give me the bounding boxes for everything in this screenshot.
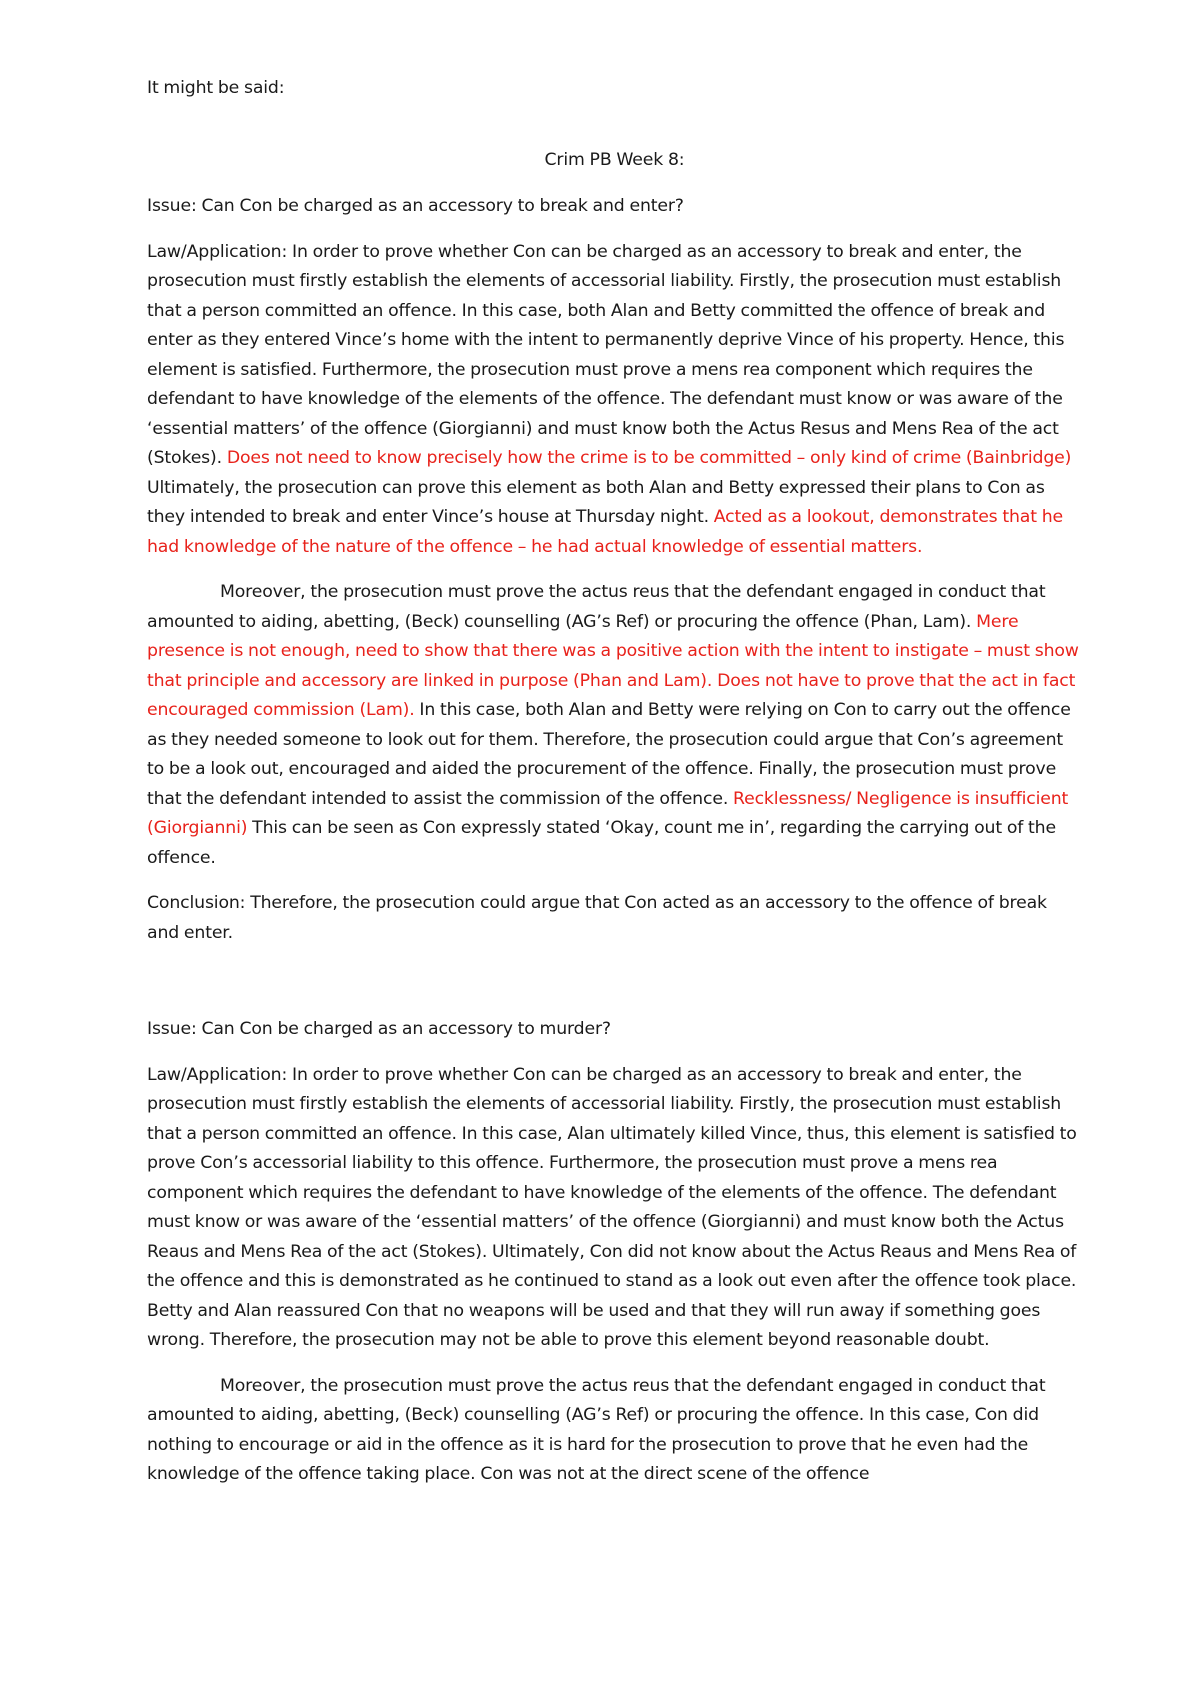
text-run: Law/Application: In order to prove whether Con can be charged as an accessory to break and enter, the prosecution must firstly establish the elements of accessorial liability. Firstly, the prosecution must establish that a person committed an offence. In this case, both Alan and Betty committed the offence of break and enter as they entered Vince’s home with the intent to permanently deprive Vince of his property. Hence, this element is satisfied. Furthermore, the prosecution must prove a mens rea component which requires the defendant to have knowledge of the elements of the offence. The defendant must know or was aware of the ‘essential matters’ of the offence (Giorgianni) and must know both the Actus Resus and Mens Rea of the act (Stokes).	[147, 241, 1065, 468]
section2-law-paragraph-2: Moreover, the prosecution must prove the actus reus that the defendant engaged in conduct that amounted to aiding, abetting, (Beck) counselling (AG’s Ref) or procuring the offence. In this case, Con did nothing to encourage or aid in the offence as it is hard for the prosecution to prove that he even had the knowledge of the offence taking place. Con was not at the direct scene of the offence	[147, 1375, 1046, 1484]
section1-conclusion: Conclusion: Therefore, the prosecution could argue that Con acted as an accessory to the offence of break and enter.	[147, 893, 1047, 943]
text-run: Ultimately, the prosecution can prove this element as both Alan and Betty expressed their plans to Con as they intended to break and enter Vince’s house at Thursday night.	[147, 477, 1045, 527]
issue-2: Issue: Can Con be charged as an accessory to murder?	[147, 1019, 611, 1039]
section1-law-paragraph-2	[147, 578, 1082, 873]
red-annotation: Recklessness/ Negligence is insufficient (Giorgianni)	[147, 788, 1069, 838]
text-run: In this case, both Alan and Betty were relying on Con to carry out the offence as they needed someone to look out for them. Therefore, the prosecution could argue that Con’s agreement to be a look out, encouraged and aided the procurement of the offence. Finally, the prosecution must prove that the defendant intended to assist the commission of the offence.	[147, 700, 1071, 809]
section1-law-paragraph-1	[147, 238, 1082, 563]
red-annotation: Mere presence is not enough, need to show that there was a positive action with the intent to instigate – must show that principle and accessory are linked in purpose (Phan and Lam). Does not have to prove that the act in fact encouraged commission (Lam).	[147, 611, 1079, 720]
red-annotation: Acted as a lookout, demonstrates that he had knowledge of the nature of the offence – he had actual knowledge of essential matters.	[147, 507, 1063, 557]
document-page	[147, 74, 1082, 1506]
section2-law-paragraph-1: Law/Application: In order to prove whether Con can be charged as an accessory to break and enter, the prosecution must firstly establish the elements of accessorial liability. Firstly, the prosecution must establish that a person committed an offence. In this case, Alan ultimately killed Vince, thus, this element is satisfied to prove Con’s accessorial liability to this offence. Furthermore, the prosecution must prove a mens rea component which requires the defendant to have knowledge of the elements of the offence. The defendant must know or was aware of the ‘essential matters’ of the offence (Giorgianni) and must know both the Actus Reaus and Mens Rea of the act (Stokes). Ultimately, Con did not know about the Actus Reaus and Mens Rea of the offence and this is demonstrated as he continued to stand as a look out even after the offence took place. Betty and Alan reassured Con that no weapons will be used and that they will run away if something goes wrong. Therefore, the prosecution may not be able to prove this element beyond reasonable doubt.	[147, 1064, 1077, 1350]
text-run: This can be seen as Con expressly stated ‘Okay, count me in’, regarding the carrying out of the offence.	[147, 818, 1056, 868]
lead-line: It might be said:	[147, 78, 285, 98]
red-annotation: Does not need to know precisely how the crime is to be committed – only kind of crime (Bainbridge)	[226, 448, 1072, 468]
document-title: Crim PB Week 8:	[544, 149, 685, 170]
issue-1: Issue: Can Con be charged as an accessory to break and enter?	[147, 196, 684, 216]
text-run: Moreover, the prosecution must prove the actus reus that the defendant engaged in conduct that amounted to aiding, abetting, (Beck) counselling (AG’s Ref) or procuring the offence (Phan, Lam).	[147, 582, 1046, 632]
